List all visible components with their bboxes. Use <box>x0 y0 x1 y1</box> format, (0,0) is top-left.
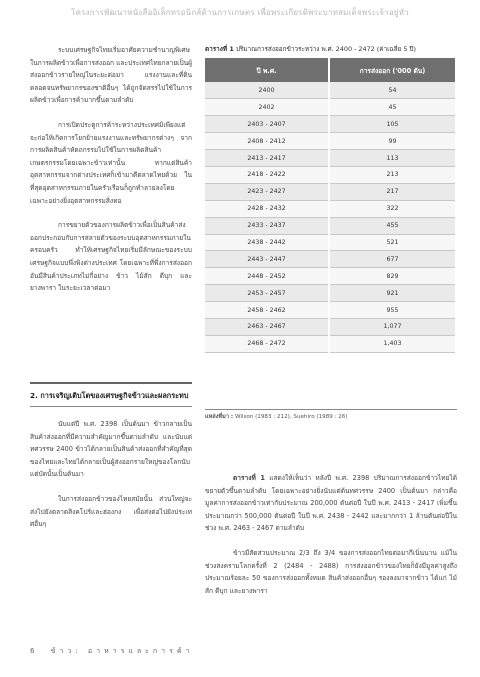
table-reference: ตารางที่ 1 <box>233 474 265 482</box>
table-row <box>205 183 455 200</box>
year-cell: 2443 - 2447 <box>205 251 329 268</box>
left-column <box>30 44 192 307</box>
table-row <box>205 234 455 251</box>
paragraph: การเปิดประตูการค้าระหว่างประเทศมิเพียงแต่จะก่อให้เกิดการโยกย้ายแรงงานและทรัพยากรต่างๆ จากการผลิตสินค้าหัตถกรรมไปใช้ในการผลิตสินค้าเกษตรกรรมโดยเฉพาะข้าวเท่านั้น หากแต่สินค้าอุตสาหกรรมจากต่างประเทศก็เข้ามาตีตลาดไทยด้วย ในที่สุดอุตสาหกรรมภายในครัวเรือนก็ถูกทำลายลงโดยเฉพาะอย่างยิ่งอุตสาหกรรมสิ่งทอ <box>30 120 192 205</box>
export-cell: 322 <box>329 200 455 217</box>
year-cell: 2413 - 2417 <box>205 150 329 167</box>
paragraph <box>205 472 457 535</box>
paragraph: ข้าวมีสัดส่วนประมาณ 2/3 ถึง 3/4 ของการส่งออกไทยต่อมากีเนิ่นนาน แม้ในช่วงสงครามโลกครั้งที่ 2 (2484 - 2488) การส่งออกข้าวของไทยก็ยังมีมูลค่าสูงถึงประมาณร้อยละ 50 ของการส่งออกทั้งหมด สินค้าส่งออกอื่นๆ รองลงมาจากข้าว ได้แก่ ไม้สัก ดีบุก และยางพารา <box>205 548 457 595</box>
export-cell: 99 <box>329 133 455 150</box>
table-row <box>205 133 455 150</box>
year-cell: 2418 - 2422 <box>205 166 329 183</box>
column-header-year: ปี พ.ศ. <box>205 58 329 82</box>
year-cell: 2458 - 2462 <box>205 302 329 319</box>
book-title: ข้าว: อาหารและการค้า <box>50 647 194 655</box>
export-cell: 54 <box>329 82 455 99</box>
page-number: 6 <box>30 647 35 655</box>
export-cell: 217 <box>329 183 455 200</box>
source-label: แหล่งที่มา : <box>205 414 234 420</box>
year-cell: 2402 <box>205 99 329 116</box>
section-heading: 2. การเจริญเติบโตของเศรษฐกิจข้าวและผลกระทบ <box>30 382 192 407</box>
page-footer <box>30 646 193 657</box>
table-row <box>205 200 455 217</box>
export-cell: 921 <box>329 285 455 302</box>
table-row <box>205 335 455 352</box>
export-cell: 455 <box>329 217 455 234</box>
table-header-row <box>205 58 455 82</box>
table-row <box>205 116 455 133</box>
year-cell: 2468 - 2472 <box>205 335 329 352</box>
table-caption-text: ปริมาณการส่งออกข้าวระหว่าง พ.ศ. 2400 - 2472 (ค่าเฉลี่ย 5 ปี) <box>235 45 416 53</box>
year-cell: 2438 - 2442 <box>205 234 329 251</box>
paragraph: ในการส่งออกข้าวของไทยสมัยนั้น ส่วนใหญ่จะส่งไปยังตลาดสิงคโปร์และฮ่องกง เพื่อส่งต่อไปยังประเทศอื่นๆ <box>30 494 192 529</box>
running-header: โครงการพัฒนาหนังสืออิเล็กทรอนิกส์ด้านการเกษตร เพื่อพระเกียรติพระบาทสมเด็จพระเจ้าอยู่หัว <box>71 8 409 17</box>
table-row <box>205 318 455 335</box>
table-row <box>205 150 455 167</box>
year-cell: 2453 - 2457 <box>205 285 329 302</box>
table-row <box>205 99 455 116</box>
table-body <box>205 82 455 352</box>
year-cell: 2433 - 2437 <box>205 217 329 234</box>
export-cell: 521 <box>329 234 455 251</box>
table-row <box>205 166 455 183</box>
paragraph: การขยายตัวของการผลิตข้าวเพื่อเป็นสินค้าส่งออกประกอบกับการสลายตัวของระบบอุตสาหกรรมภายในครอบครัว ทำให้เศรษฐกิจไทยเริ่มมีลักษณะของระบบเศรษฐกิจแบบพึ่งพิงต่างประเทศ โดยเฉพาะที่พึ่งการส่งออก อันมีสินค้าประเภทไม่กี่อย่าง ข้าว ไม้สัก ดีบุก และยางพารา ในระยะเวลาต่อมา <box>30 221 192 293</box>
paragraph: ระบบเศรษฐกิจไทยเริ่มอาศัยความชำนาญพิเศษในการผลิตข้าวเพื่อการส่งออก และประเทศไทยกลายเป็นผู้ส่งออกข้าวรายใหญ่ในระยะต่อมา แรงงานและที่ดิน ตลอดจนทรัพยากรของชาติอื่นๆ ได้ถูกจัดสรรไปใช้ในการผลิตข้าวเพื่อการค้ามากขึ้นตามลำดับ <box>30 46 192 105</box>
export-cell: 1,403 <box>329 335 455 352</box>
export-cell: 113 <box>329 150 455 167</box>
right-column-body <box>205 472 457 609</box>
export-cell: 955 <box>329 302 455 319</box>
paragraph-text: แสดงให้เห็นว่า หลังปี พ.ศ. 2398 ปริมาณการส่งออกข้าวไทยได้ขยายตัวขึ้นตามลำดับ โดยเฉพาะอย่างยิ่งนับแต่ต้นทศวรรษ 2400 เป็นต้นมา กล่าวคือ มูลค่าการส่งออกข้าวเท่ากับประมาณ 200,000 ตันต่อปี ในปี พ.ศ. 2413 - 2417 เพิ่มขึ้นประมาณกว่า 500,000 ตันต่อปี ในปี พ.ศ. 2438 - 2442 และมากกว่า 1 ล้านตันต่อปีในช่วง พ.ศ. 2463 - 2467 ตามลำดับ <box>205 474 457 533</box>
year-cell: 2403 - 2407 <box>205 116 329 133</box>
table-caption-label: ตารางที่ 1 <box>205 45 234 53</box>
table-source <box>205 409 457 421</box>
export-cell: 213 <box>329 166 455 183</box>
table-row <box>205 82 455 99</box>
table-row <box>205 251 455 268</box>
year-cell: 2448 - 2452 <box>205 268 329 285</box>
section-body <box>30 418 192 543</box>
year-cell: 2400 <box>205 82 329 99</box>
column-header-export: การส่งออก ('000 ตัน) <box>329 58 455 82</box>
source-text: Wilson (1983 : 212), Suehiro (1989 : 26) <box>234 414 348 420</box>
export-cell: 105 <box>329 116 455 133</box>
table-row <box>205 302 455 319</box>
year-cell: 2428 - 2432 <box>205 200 329 217</box>
export-cell: 677 <box>329 251 455 268</box>
paragraph: นับแต่ปี พ.ศ. 2398 เป็นต้นมา ข้าวกลายเป็นสินค้าส่งออกที่มีความสำคัญมากขึ้นตามลำดับ และนับแต่ทศวรรษ 2400 ข้าวได้กลายเป็นสินค้าส่งออกที่สำคัญที่สุดของไทยและไทยได้กลายเป็นผู้ส่งออกรายใหญ่ของโลกนับแต่บัดนั้นเป็นต้นมา <box>30 420 192 479</box>
year-cell: 2423 - 2427 <box>205 183 329 200</box>
table-row <box>205 285 455 302</box>
year-cell: 2408 - 2412 <box>205 133 329 150</box>
rice-export-table <box>205 58 455 353</box>
table-caption <box>205 44 457 54</box>
year-cell: 2463 - 2467 <box>205 318 329 335</box>
export-cell: 1,077 <box>329 318 455 335</box>
table-row <box>205 217 455 234</box>
export-cell: 45 <box>329 99 455 116</box>
table-row <box>205 268 455 285</box>
export-cell: 829 <box>329 268 455 285</box>
